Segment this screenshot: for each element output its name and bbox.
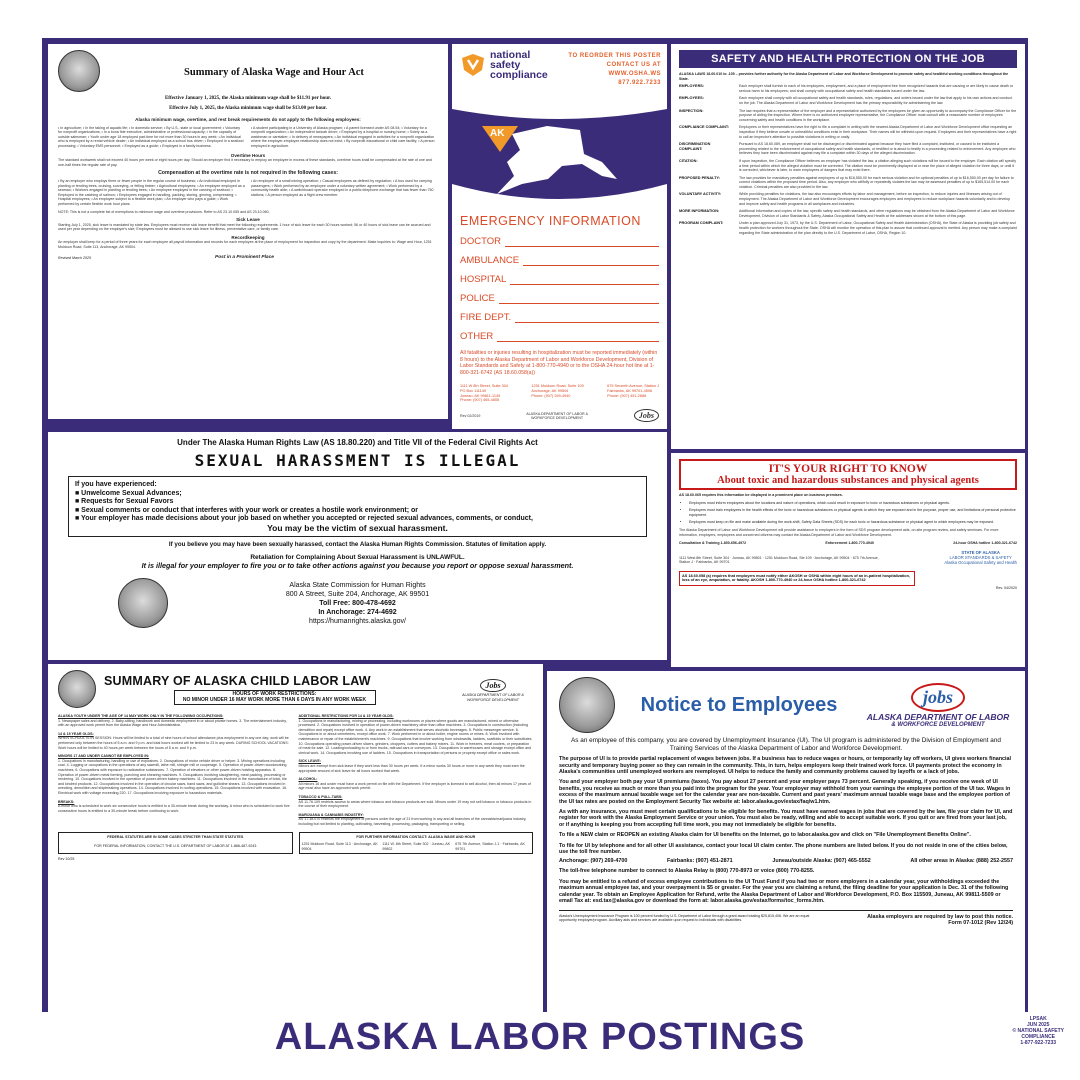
emergency-field-other: OTHER <box>460 331 659 342</box>
safety-row: COMPLIANCE COMPLAINT: Employees or their representatives have the right to file a complaint in writing with the nearest Alaska Department of Labor and Workforce Development office requesting an inspection if they believe unsafe or unhealthful conditions exist in their workplace. Their names will be withheld upon request. Employees and their representatives have a right to call an inspector's attention to possible violations in writing or orally. <box>679 125 1017 139</box>
notice-para-7: You may be entitled to a refund of excess employee contributions to the UI Trust Fund if you had two or more employers in a calendar year, your withholdings exceeded the maximum annual employee tax, and your overpayment is $5 or greater. For the year you are claiming a refund, the filing deadline for your application is Dec. 31 of the following calendar year. To obtain an Employee Application for Refund, write the Alaska Department of Labor and Workforce Development, P.O. Box 115509, Juneau, AK 99811-5509 or email Tax at: esd.tax@alaska.gov or download the form at: labor.alaska.gov/estax/forms/toc_forms.htm. <box>559 878 1009 905</box>
child-labor-panel: SUMMARY OF ALASKA CHILD LABOR LAW HOURS OF WORK RESTRICTIONS: NO MINOR UNDER 16 MAY WORK MORE THAN 6 DAYS IN ANY WORK WEEK Jobs ALASKA DEPARTMENT OF LABOR & WORKFORCE DEVELOPMENT ALASKA YOUTH UNDER THE AGE OF 14 MAY WORK ONLY IN THE FOLLOWING OCCUPATIONS: 1. Newspaper sales and delivery. 2. Baby-sitting, handiwork and domestic employment in or about private homes. 3. The entertainment industry, with an approved work permit from the Alaska Wage and Hour Administration. 14 & 15 YEAR OLDS: WHEN SCHOOL IS IN SESSION: Hours will be limited to a total of nine hours of school attendance plus employment in any one day; work will be performed only between the hours of 5 a.m. and 9 p.m. and total hours worked will be limited to 23 in any week. DURING SCHOOL VACATIONS: Work hours will be limited to 40 hours per week between the hours of 5 a.m. and 9 p.m. MINORS 17 AND UNDER CANNOT BE EMPLOYED IN: 1. Occupations in manufacturing, handling or use of explosives. 2. Occupations of motor vehicle driver or helper. 3. Mining operations including coal. 4. Logging or occupations in the operations of any sawmill, lathe mill, shingle mill or cooperage. 5. Operation of power-driven woodworking machines. 6. Occupations with exposure to radioactive substances. 7. Operation of elevators or other power-driven hoisting apparatus. 8. Operation of power-driven metal forming, punching and shearing machines. 9. Occupations involving slaughtering, meat packing, processing or rendering. 10. Occupations involved in the operation of power-driven bakery machines. 11. Occupations involved in the manufacture of brick, tile and kindred products. 12. Occupations involved in the operation of circular saws, band saws, and guillotine shears. 13. Occupations involved in wrecking, demolition and shipbreaking operations. 14. Occupations involved in roofing operations. 15. Occupations involved with excavation. 16. Electrical work with voltage exceeding 220. 17. Occupations involving exposure to hazardous materials. BREAKS: A minor who is scheduled to work six consecutive hours is entitled to a 30-minute break during the workday. A minor who is scheduled to work five consecutive hours is entitled to a 30-minute break before continuing to work. ADDITIONAL RESTRICTIONS FOR 14 & 15 YEAR OLDS: 1. Occupations in manufacturing, mining or processing, including workrooms or places where goods are manufactured, mined or otherwise processed. 2. Occupations involved in operation of power-driven machinery other than office machines. 3. Occupations in construction (including demolition and repair) except office work. 4. Any work in an establishment that serves alcoholic beverages. 5. Public messenger service. 6. Occupations in or about cemeteries, except office work. 7. Work performed in or about boiler, engine rooms or mines. 8. Work involved with maintenance or repair of the establishment's machines. 9. Occupations that involve working from windowsills, ladders, scaffolds or their substitutes. 10. Occupations operating power-driven slicers, grinders, choppers, cutters and bakery mixers. 11. Work in freezers, meat coolers, or preparation of meat for sale. 12. Loading/unloading to or from trucks, railroad cars or conveyors. 13. Occupations in warehouses and storage except office and clerical work. 14. Occupations involving use of ladders. 15. Occupations in transportation of persons or property except office or sales work. SICK LEAVE: Minors are exempt from sick leave if they work less than 30 hours per week. If a minor works 30 hours or more in any week they must earn the appropriate amount of sick leave for all hours worked that week. ALCOHOL: All minors 16 and under must have a work permit on file with the Department. If the employer is licensed to sell alcohol, then all minors 17 years of age must also have an approved work permit. TOBACCO & PULL-TABS: AS 11.76.109 restricts access to areas where tobacco and tobacco products are sold. Minors under 19 may not sell tobacco or tobacco products in the course of their employment. MARIJUANA & CANNABIS INDUSTRY: AS 17.38.070 restricts the employment of persons under the age of 21 from working in any and all branches of the cannabis/marijuana industry, including but not limited to planting, cultivating, harvesting, processing, packaging, transporting or selling. FEDERAL STATUTES ARE IN SOME CASES STRICTER THAN STATE STATUTES FOR FEDERAL INFORMATION, CONTACT THE U.S. DEPARTMENT OF LABOR AT 1-866-487-9243 FOR FURTHER INFORMATION CONTACT: ALASKA WAGE AND HOUR 1251 Muldoon Road, Suite 113 · Anchorage, AK 99504 1111 W. 8th Street, Suite 302 · Juneau, AK 99802 675 7th Avenue, Station J-1 · Fairbanks, AK 99701 Rev 10/25 <box>48 664 543 1032</box>
state-seal-icon <box>559 677 615 733</box>
poster-title: ALASKA LABOR POSTINGS <box>274 1016 806 1058</box>
wage-title: Summary of Alaska Wage and Hour Act <box>184 66 364 78</box>
wage-hour-panel <box>48 44 448 419</box>
wage-note-text: NOTE: This is not a complete list of exemptions to minimum wage and overtime provisions. Refer to AS 23.10.055 and AS 23.10.060. <box>58 209 270 214</box>
rtk-bullets: • Employers must inform employees about the locations and nature of operations, which could result in exposure to toxic or hazardous substances or physical agents. • Employers must train employees in the health effects of the toxic or hazardous substances or physical agents to which they are exposed and in the purpose, proper use, and limitations of personal protective equipment. • Employers must keep on file and make available during the work-shift, Safety Data Sheets (SDS) for each toxic or hazardous substance or physical agent to which employees may be exposed. <box>679 501 1017 525</box>
reorder-info <box>568 52 661 88</box>
harassment-title: SEXUAL HARASSMENT IS ILLEGAL <box>194 451 521 470</box>
child-contact: FOR FURTHER INFORMATION CONTACT: ALASKA WAGE AND HOUR <box>356 835 476 840</box>
safety-row: EMPLOYERS: Each employer shall furnish to each of his employees, employment, and a place of employment free from recognized hazards that are causing or are likely to cause death or serious harm to his employees; and shall comply with occupational safety and health standards issued under the law. <box>679 84 1014 93</box>
rtk-rev: Rev. 04/2020 <box>995 585 1017 590</box>
wage-effective-2: Effective July 1, 2025, the Alaska minimum wage shall be $13.00 per hour. <box>169 106 327 111</box>
child-r5: MARIJUANA & CANNABIS INDUSTRY: <box>298 812 364 817</box>
rtk-subtitle: About toxic and hazardous substances and physical agents <box>717 475 979 486</box>
child-r5-text: AS 17.38.070 restricts the employment of persons under the age of 21 from working in any and all branches of the cannabis/marijuana industry, including but not limited to planting, cultivating, harvesting, processing, packaging, transporting or selling. <box>298 817 527 826</box>
safety-row: VOLUNTARY ACTIVITY: While providing penalties for violations, the law also encourages efforts by labor and management, before an inspection, to reduce injuries and illnesses arising out of employment. The Alaska Department of Labor and Workforce Development encourages employers and employees to reduce workplace hazards voluntarily and to develop and improve safety and health programs in all workplaces and industries. <box>679 192 1011 206</box>
child-rev: Rev 10/25 <box>58 857 75 862</box>
child-r1-text: 1. Occupations in manufacturing, mining or processing, including workrooms or places where goods are manufactured, mined or otherwise processed. 2. Occupations involved in operation of power-driven machinery other than office machines. 3. Occupations in construction (including demolition and repair) except office work. 4. Any work in an establishment that serves alcoholic beverages. 5. Public messenger service. 6. Occupations in or about cemeteries, except office work. 7. Work performed in or about boiler, engine rooms or mines. 8. Work involved with maintenance or repair of the establishment's machines. 9. Occupations that involve working from windowsills, ladders, scaffolds or their substitutes. 10. Occupations operating power-driven slicers, grinders, choppers, cutters and bakery mixers. 11. Work in freezers, meat coolers, or preparation of meat for sale. 12. Loading/unloading to or from trucks, railroad cars or conveyors. 13. Occupations in warehouses and storage except office and clerical work. 14. Occupations involving use of ladders. 15. Occupations in transportation of persons or property except office or sales work. <box>298 718 533 755</box>
labor-standards-logo: STATE OF ALASKA LABOR STANDARDS & SAFETY Alaska Occupational Safety and Health <box>944 549 1017 565</box>
harassment-item: ■ Requests for Sexual Favors <box>75 498 174 505</box>
right-to-know-panel: IT'S YOUR RIGHT TO KNOW About toxic and hazardous substances and physical agents AS 18.60.065 requires this information be displayed in a prominent place on business premises. • Employers must inform employees about the locations and nature of operations, which could result in exposure to toxic or hazardous substances or physical agents. • Employers must train employees in the health effects of the toxic or hazardous substances or physical agents to which they are exposed and in the purpose, proper use, and limitations of personal protective equipment. • Employers must keep on file and make available during the work-shift, Safety Data Sheets (SDS) for each toxic or hazardous substance or physical agent to which employees may be exposed. The Alaska Department of Labor and Workforce Development will provide assistance to employers in the form of SDS program development aids, on-site program review, and safety seminars. For more information, employers, employees and concerned citizens may contact the Alaska Department of Labor and Workforce Development. Consultation & Training 1-800-656-4972 Enforcement 1-800-770-4940 24-hour OSHA hotline 1-800-321-6742 1111 West 8th Street, Suite 304 · Juneau, AK 99801 · 1251 Muldoon Road, Ste 109 · Anchorage, AK 99504 · 675 7th Avenue, Station J · Fairbanks, AK 99701 STATE OF ALASKA LABOR STANDARDS & SAFETY Alaska Occupational Safety and Health AS 18.60.058 (a) requires that employers must notify either AKOSH or OSHA within eight hours of an in-patient hospitalization, loss of an eye, amputation, or fatality. AKOSH 1-800-770-4940 or 24-hour OSHA hotline 1-800-321-6742 Rev. 04/2020 <box>671 453 1025 667</box>
child-h2: 14 & 15 YEAR OLDS: <box>58 731 94 736</box>
wage-section-3: Compensation at the overtime rate is not required in the following cases: <box>158 170 338 177</box>
wage-post-notice: Post in a Prominent Place <box>215 254 274 260</box>
child-r3-text: All minors 16 and under must have a work permit on file with the Department. If the employer is licensed to sell alcohol, then all minors 17 years of age must also have an approved work permit. <box>298 781 531 791</box>
safety-row: CITATION: If upon inspection, the Compliance Officer believes an employer has violated the law, a citation alleging such violations will be issued to the employer. Each citation will specify a time period within which the alleged violation must be corrected. The citation must be prominently displayed at or near the place of alleged violation for three days, or until it is corrected, whichever is later, to warn employees of dangers that may exist there. <box>679 158 1017 173</box>
wage-section-2: Overtime Hours <box>230 152 266 158</box>
wage-overtime-exceptions: • By an employer who employs three or fewer people in the regular course of business; • An individual employed in planting or tending trees, cruising, surveying, or felling timber; • Agricultural employees; • An employee employed as a seaman; • Workers engaged in planting or tending trees; • An employee employed in the canning of seafood; • Employed in the catching of salmon; • Employees engaged in handling, packing, storing, ginning, compressing; • Hospital employees; • An employee subject to a flexible work plan; • An employer who pays a guide; • Work performed by certain flexible work hour plans. • An employee of a small mining operation; • Casual employees as defined by regulation; • A bus used for carrying passengers; • Work performed by an employee under a voluntary written agreement; • Work performed by a community health aide; • A switchboard operator employed in a public telephone exchange that has fewer than 750 stations; • A person employed as a flight crew member. <box>58 178 434 206</box>
sexual-harassment-panel <box>48 432 667 660</box>
child-federal: FEDERAL STATUTES ARE IN SOME CASES STRICTER THAN STATE STATUTES <box>107 835 244 840</box>
child-r3: ALCOHOL: <box>298 777 318 782</box>
wage-exemptions-text: • In agriculture; • In the taking of aquatic life; • In domestic service; • By U.S., state or local government; • Voluntary for nonprofit organizations; • In a bona fide executive, administrative or professional capacity; • In the capacity of outside salesman; • Youth under age 18 employed part-time for not more than 30 hours in any week; • An individual who is employed by a rental vehicle dealer; • An individual employed as a school bus driver; • Employed in a seafood processing; • Voluntary EMS personnel; • Employed as a guide; • Employed in a family business. • A student participating in a University of Alaska program; • A parent licensed under AS 08.54; • Voluntary for a nonprofit organization; • An independent taxicab driver; • Employed by a hospital or nursing home; • Solely as a watchman or caretaker; • In delivery of newspapers; • An individual engaged in activities for a nonprofit organization where the employer-employee relationship does not exist; • By nonprofit educational or child care facility; • A person employed in agriculture. <box>58 125 435 148</box>
reorder-line-3: WWW.OSHA.WS <box>608 71 661 77</box>
wage-section-4: Sick Leave <box>236 217 260 223</box>
jobs-logo: jobs <box>911 683 965 712</box>
wage-overtime-text: The standard workweek shall not exceed 40 hours per week or eight hours per day. Should an employer find it necessary to employ an employee in excess of these standards, overtime hours shall be compensated at the rate of one and one-half times the regular rate of pay. <box>58 158 432 167</box>
nsc-logo-line-1: national <box>490 49 531 61</box>
notice-para-1: The purpose of UI is to provide partial replacement of wages between jobs. If a business has to reduce wages or hours, or temporarily lay off workers, UI gives workers financial security and temporary buying power so they can remain in the community. This, in turn, helps employers keep their trained work force. UI payments protect the economy in Alaska's communities until unemployed workers are reemployed. UI helps to reduce the family and community problems caused by layoffs or a lack of jobs. <box>559 756 1012 775</box>
child-h1: ALASKA YOUTH UNDER THE AGE OF 14 MAY WORK ONLY IN THE FOLLOWING OCCUPATIONS: <box>58 714 224 718</box>
rtk-intro: AS 18.60.065 requires this information be displayed in a prominent place on business premises. <box>679 493 843 497</box>
child-r2: SICK LEAVE: <box>298 759 321 764</box>
child-r1: ADDITIONAL RESTRICTIONS FOR 14 & 15 YEAR OLDS: <box>298 714 394 718</box>
harassment-lead: If you have experienced: <box>75 481 157 488</box>
wage-revised: Revised March 2025 <box>58 255 91 260</box>
child-labor-title: SUMMARY OF ALASKA CHILD LABOR LAW <box>104 673 371 688</box>
harassment-item: ■ Sexual comments or conduct that interferes with your work or creates a hostile work environment; or <box>75 506 419 514</box>
emergency-field-ambulance: AMBULANCE <box>460 255 659 266</box>
child-h2-text: WHEN SCHOOL IS IN SESSION: Hours will be limited to a total of nine hours of school attendance plus employment in any one day; work will be performed only between the hours of 5 a.m. and 9 p.m. and total hours worked will be limited to 23 in any week. DURING SCHOOL VACATIONS: Work hours will be limited to 40 hours per week between the hours of 5 a.m. and 9 p.m. <box>58 736 289 750</box>
notice-title: Notice to Employees <box>640 693 838 716</box>
safety-row: PROPOSED PENALTY: The law provides for mandatory penalties against employers of up to $16,550.00 for each serious violation and for optional penalties of up to $16,550.00 per day for failure to correct violations within the proposed time period. Also, any employer who willfully or repeatedly violates the law may be assessed penalties of up to $165,514.00 for each violation. Criminal penalties are also provided in the law. <box>679 175 1014 189</box>
child-h1-text: 1. Newspaper sales and delivery. 2. Baby-sitting, handiwork and domestic employment in or about private homes. 3. The entertainment industry, with an approved work permit from the Alaska Wage and Hour Administration. <box>58 718 287 728</box>
harassment-contact: Alaska State Commission for Human Rights 800 A Street, Suite 204, Anchorage, AK 99501 Toll Free: 800-478-4692 In Anchorage: 274-4692 https://humanrights.alaska.gov/ <box>285 581 430 625</box>
child-h4-text: A minor who is scheduled to work six consecutive hours is entitled to a 30-minute break during the workday. A minor who is scheduled to work five consecutive hours is entitled to a 30-minute break before continuing to work. <box>58 804 290 813</box>
notice-footer-right-1: Alaska employers are required by law to post this notice. <box>867 913 1013 920</box>
emergency-info-panel <box>452 44 667 429</box>
wage-effective-1: Effective January 1, 2025, the Alaska minimum wage shall be $11.91 per hour. <box>164 96 332 101</box>
harassment-believe: If you believe you may have been sexually harassed, contact the Alaska Human Rights Commission. Statutes of limitation apply. <box>168 541 547 548</box>
wage-sick-leave-text: Starting July 1, 2025, sick leave is mandated by state law. Employees must receive sick leave benefit that meet the following requirements: 1 hour of sick leave for each 30 hours worked; 56 or 40 hours of sick leave can be accrued and used per year depending on the employer's size; Employees must be allowed to use sick leave for illness, preventative care, or family care. <box>58 222 431 232</box>
emergency-rev: Rev 02/2019 <box>460 413 481 418</box>
nsc-logo-line-3: compliance <box>490 69 548 81</box>
notice-dept: ALASKA DEPARTMENT OF LABOR & WORKFORCE DEVELOPMENT <box>866 711 1010 728</box>
emergency-field-police: POLICE <box>460 293 659 304</box>
ui-notice-panel <box>547 671 1025 1032</box>
child-hours-box: HOURS OF WORK RESTRICTIONS: NO MINOR UNDER 16 MAY WORK MORE THAN 6 DAYS IN ANY WORK WEEK <box>174 690 376 705</box>
rtk-title: IT'S YOUR RIGHT TO KNOW <box>768 463 928 475</box>
nsc-logo <box>460 50 548 80</box>
notice-para-2: You and your employer both pay your UI premiums (taxes). You pay about 27 percent and your employer pays 73 percent. Generally speaking, if you receive one week of UI benefits, you receive as much or more than you paid into the program for the year. Your employer may withhold from your earnings the employee portion of the UI tax. Wages in excess of the maximum annual taxable wage set for the calendar year are non-taxable. Current and past years' maximum annual taxable wage base and the employee portion of the UI tax rates are posted on the Employment Security Tax website at: labor.alaska.gov/estax/faq/w1.htm. <box>559 779 1011 805</box>
harassment-illegal: It is illegal for your employer to fire you or to take other actions against you because you report or oppose sexual harassment. <box>141 561 574 570</box>
safety-health-panel <box>671 44 1025 449</box>
notice-para-6: The toll-free telephone number to connect to Alaska Relay is (800) 770-8973 or voice (800) 770-8255. <box>559 868 815 875</box>
emergency-addresses: 1111 W 8th Street, Suite 304 PO Box 111149 Juneau, AK 99811-1149 Phone: (907) 465-4855 1251 Muldoon Road, Suite 109 Anchorage, AK 99504 Phone: (907) 269-4940 675 Seventh Avenue, Station J Fairbanks, AK 99701-4596 Phone: (907) 451-2888 <box>460 384 659 403</box>
child-h3: MINORS 17 AND UNDER CANNOT BE EMPLOYED IN: <box>58 754 150 759</box>
safety-title: SAFETY AND HEALTH PROTECTION ON THE JOB <box>679 50 1017 68</box>
shield-icon <box>460 52 486 78</box>
rtk-header <box>679 459 1017 490</box>
harassment-box <box>68 476 647 537</box>
reorder-line-4: 877.922.7233 <box>618 80 661 86</box>
safety-row: EMPLOYEES: Each employee shall comply with all occupational safety and health standards, rules, regulations, and orders issued under the law that apply to his own actions and conduct on the job. The Alaska Department of Labor and Workforce Development has the primary responsibility for administering the law. <box>679 96 1013 105</box>
jobs-logo: Jobs <box>480 679 505 692</box>
poster-frame <box>42 38 1028 1012</box>
safety-intro: ALASKA LAWS 18.60.010 to .105 – provides further authority for the Alaska Department of Labor and Workforce Development to promote safety and healthful working conditions throughout the State. <box>679 72 1009 81</box>
safety-row: PROGRAM COMPLAINT: Under a plan approved July 31, 1973, by the U.S. Department of Labor, Occupational Safety and Health Administration (OSHA), the State of Alaska is providing job safety and health protection for workers throughout the State. OSHA will monitor the operation of this plan to assure that continued approval is merited. Any person may make a complaint regarding the State administration of the plan directly to the U.S. Department of Labor, OSHA, Region 10. <box>679 221 1017 235</box>
safety-row: MORE INFORMATION: Additional information and copies of the law, specific safety and health standards, and other regulations may be obtained from the Alaska Department of Labor and Workforce Development, Division of Labor Standards & Safety, Alaska Occupational Safety and Health at the addresses shown at the bottom of this page. <box>679 209 1015 218</box>
child-r4: TOBACCO & PULL-TABS: <box>298 794 343 799</box>
child-r4-text: AS 11.76.109 restricts access to areas where tobacco and tobacco products are sold. Minors under 19 may not sell tobacco or tobacco products in the course of their employment. <box>298 799 532 809</box>
emergency-dept: ALASKA DEPARTMENT OF LABOR & WORKFORCE DEVELOPMENT <box>526 411 588 420</box>
rtk-phones: Consultation & Training 1-800-656-4972 Enforcement 1-800-770-4940 24-hour OSHA hotline 1-800-321-6742 <box>679 541 1017 546</box>
rtk-info-text: The Alaska Department of Labor and Workforce Development will provide assistance to employers in the form of SDS program development aids, on-site program review, and safety seminars. For more information, employers, employees and concerned citizens may contact the Alaska Department of Labor and Workforce Development. <box>679 527 999 537</box>
notice-footer-right-2: Form 07-1012 (Rev 12/24) <box>948 919 1013 926</box>
osha-training-label: OSHA SAFETY TRAINING <box>509 88 610 94</box>
child-federal-contact: FOR FEDERAL INFORMATION, CONTACT THE U.S. DEPARTMENT OF LABOR AT 1-866-487-9243 <box>94 844 257 849</box>
safety-row: DISCRIMINATION COMPLAINT: Pursuant to AS 18.60.089, an employee shall not be discharged or discriminated against because they have filed a complaint, instituted, or caused to be instituted a proceeding related to the enforcement of occupational safety and health standards, or testified or is about to testify in a proceeding related to enforcement. Any employee who believes they have been discriminated against may file a complaint within 30 days of the alleged discrimination. <box>679 142 1016 156</box>
notice-phones: Anchorage: (907) 269-4700 Fairbanks: (907) 451-2871 Juneau/outside Alaska: (907) 465-5552 All other areas in Alaska: (888) 252-2557 <box>559 858 1013 865</box>
harassment-item: ■ Unwelcome Sexual Advances; <box>75 489 182 497</box>
state-code: AK <box>490 128 505 139</box>
child-h4: BREAKS: <box>58 799 75 804</box>
child-h3-text: 1. Occupations in manufacturing, handling or use of explosives. 2. Occupations of motor vehicle driver or helper. 3. Mining operations including coal. 4. Logging or occupations in the operations of any sawmill, lathe mill, shingle mill or cooperage. 5. Operation of power-driven woodworking machines. 6. Occupations with exposure to radioactive substances. 7. Operation of elevators or other power-driven hoisting apparatus. 8. Operation of power-driven metal forming, punching and shearing machines. 9. Occupations involving slaughtering, meat packing, processing or rendering. 10. Occupations involved in the operation of power-driven bakery machines. 11. Occupations involved in the manufacture of brick, tile and kindred products. 12. Occupations involved in the operation of circular saws, band saws, and guillotine shears. 13. Occupations involved in wrecking, demolition and shipbreaking operations. 14. Occupations involved in roofing operations. 15. Occupations involved with excavation. 16. Electrical work with voltage exceeding 220. 17. Occupations involving exposure to hazardous materials. <box>58 758 288 795</box>
child-r2-text: Minors are exempt from sick leave if they work less than 30 hours per week. If a minor works 30 hours or more in any week they must earn the appropriate amount of sick leave for all hours worked that week. <box>298 763 525 773</box>
notice-para-4: To file a NEW claim or REOPEN an existing Alaska claim for UI benefits on the Internet, go to labor.alaska.gov and click on "File Unemployment Benefits Online". <box>559 832 971 839</box>
emergency-field-fire: FIRE DEPT. <box>460 312 659 323</box>
jobs-logo: Jobs <box>634 409 659 422</box>
emergency-reporting-note: All fatalities or injuries resulting in hospitalization must be reported immediately (within 8 hours) to the Alaska Department of Labor and Workforce Development, Division of Labor Standards and Safety at 1-800-770-4940 or to the OSHA 24-hour hot line at 1-800-321-6742 (AS 18.60.058(a)) <box>460 350 658 376</box>
state-seal-icon <box>118 578 168 628</box>
harassment-victim: You may be the victim of sexual harassment. <box>267 522 448 533</box>
harassment-item: ■ Your employer has made decisions about your job based on whether you accepted or rejected sexual advances, comments, or conduct, <box>75 515 533 522</box>
safety-row: INSPECTION: The law requires that a representative of the employer and a representative authorized by the employees be given an opportunity to accompany the Compliance Officer for the purpose of aiding the inspection. Where there is no authorized employee representative, the Compliance Officer must consult with a reasonable number of employees concerning safety and health conditions in the workplace. <box>679 108 1017 122</box>
rtk-notify-box: AS 18.60.058 (a) requires that employers must notify either AKOSH or OSHA within eight hours of an in-patient hospitalization, loss of an eye, amputation, or fatality. AKOSH 1-800-770-4940 or 24-hour OSHA hotline 1-800-321-6742 <box>679 571 915 586</box>
reorder-line-1: TO REORDER THIS POSTER <box>568 53 661 59</box>
emergency-field-hospital: HOSPITAL <box>460 274 659 285</box>
notice-intro: As an employee of this company, you are covered by Unemployment Insurance (UI). The UI program is administered by the Division of Employment and Training Services of the Alaska Department of Labor and Workforce Development. <box>571 737 1001 752</box>
notice-para-3: As with any insurance, you must meet certain qualifications to be eligible for benefits. You must have earned wages in jobs that are covered by the law, file your claim for UI, and register for work with the Alaska Employment Service or your union. You must also be ready, willing and able to accept suitable work. If you quit or are fired from your last job, or if anything is keeping you from accepting full time work, you may not immediately be eligible for benefits. <box>559 809 1013 828</box>
harassment-retaliation: Retaliation for Complaining About Sexual Harassment is UNLAWFUL. <box>250 554 465 561</box>
wage-section-1: Alaska minimum wage, overtime, and rest break requirements do not apply to the following employees: <box>135 117 361 122</box>
wage-section-5: Recordkeeping <box>231 234 265 240</box>
emergency-field-doctor: DOCTOR <box>460 236 659 247</box>
state-seal-icon <box>58 50 100 92</box>
emergency-title: EMERGENCY INFORMATION <box>460 214 641 228</box>
state-seal-icon <box>58 670 96 708</box>
nsc-logo-line-2: safety <box>490 59 521 71</box>
notice-footer-left: Alaska's Unemployment Insurance Program is 100 percent funded by U.S. Department of Labor through a grant award totaling $25,815,406. We are an equal opportunity employer/program. Auxiliary aids and services are available upon request to individuals with disabilities. <box>559 913 810 923</box>
wage-records-text: An employer shall keep for a period of three years for each employee all payroll information and records for each employee at the place of employment for inspection and copy by the department. Make inquiries to: Wage and Hour, 1251 Muldoon Road, Suite 113, Anchorage, AK 99504. <box>58 240 432 250</box>
child-dept: ALASKA DEPARTMENT OF LABOR & WORKFORCE DEVELOPMENT <box>462 693 524 702</box>
reorder-line-2: CONTACT US AT <box>606 62 661 68</box>
notice-para-5: To file for UI by telephone and for all other UI assistance, contact your local UI claim center. The phone numbers are listed below. If you do not reside in one of the cities below, use the toll free number. <box>559 842 1008 856</box>
harassment-header: Under The Alaska Human Rights Law (AS 18.80.220) and Title VII of the Federal Civil Rights Act <box>177 438 538 447</box>
poster-code: LPSAK JUN 2025 © NATIONAL SAFETY COMPLIANCE 1-877-922-7233 <box>1012 1016 1064 1046</box>
